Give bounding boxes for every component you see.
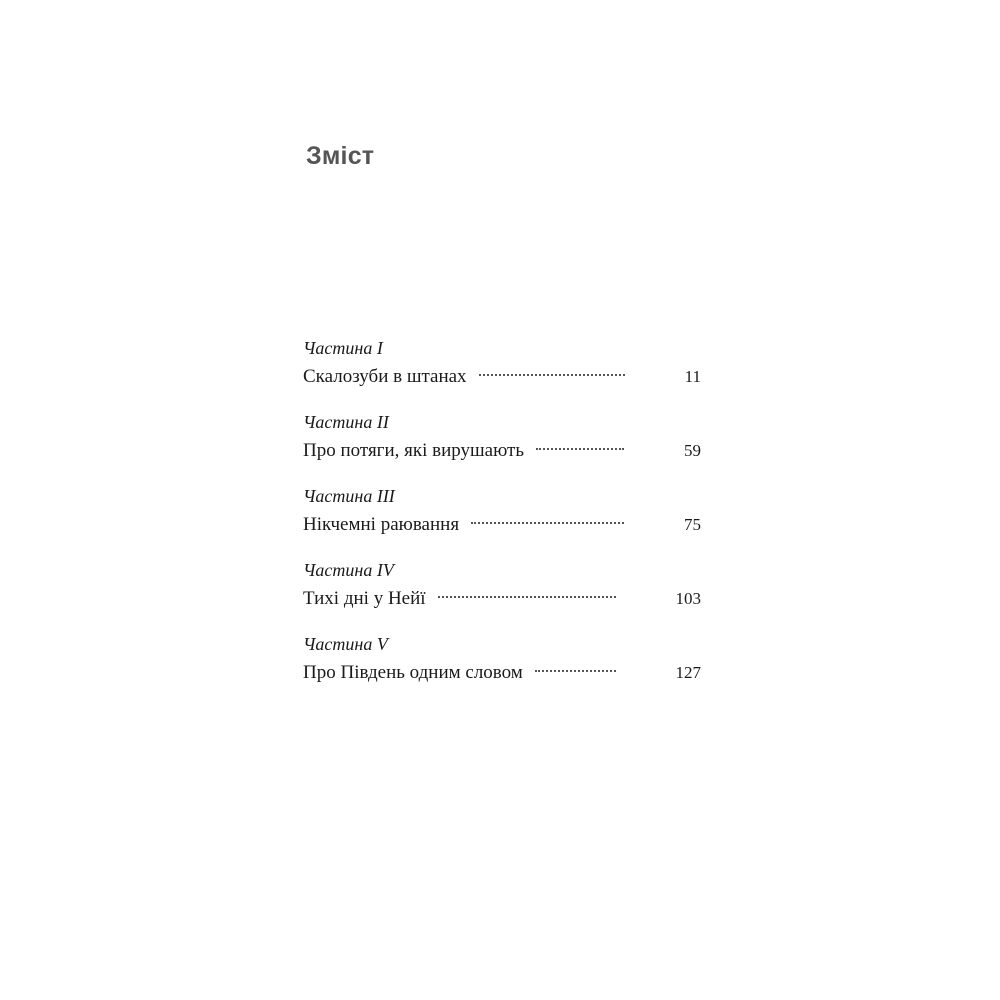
dot-leader	[438, 596, 616, 598]
table-of-contents	[303, 337, 701, 707]
dot-leader	[471, 522, 624, 524]
toc-entry[interactable]	[303, 661, 701, 685]
part-label: Частина II	[303, 412, 389, 432]
page-number: 103	[675, 589, 701, 608]
toc-part-2	[303, 411, 701, 485]
dot-leader	[536, 448, 624, 450]
part-label: Частина I	[303, 338, 383, 358]
page-number: 11	[684, 367, 701, 386]
chapter-title: Тихі дні у Нейї	[303, 588, 426, 609]
part-label: Частина V	[303, 634, 388, 654]
dot-leader	[535, 670, 616, 672]
page-number: 75	[684, 515, 701, 534]
page-number: 59	[684, 441, 701, 460]
page-number: 127	[675, 663, 701, 682]
page-title: Зміст	[306, 142, 375, 170]
chapter-title: Скалозуби в штанах	[303, 366, 467, 387]
dot-leader	[479, 374, 625, 376]
toc-entry[interactable]	[303, 365, 701, 389]
toc-entry[interactable]	[303, 439, 701, 463]
toc-part-1	[303, 337, 701, 411]
toc-part-5	[303, 633, 701, 707]
chapter-title: Нікчемні раювання	[303, 514, 460, 535]
chapter-title: Про потяги, які вирушають	[303, 440, 525, 461]
toc-entry[interactable]	[303, 513, 701, 537]
chapter-title: Про Південь одним словом	[303, 662, 523, 683]
toc-part-4	[303, 559, 701, 633]
part-label: Частина III	[303, 486, 395, 506]
toc-part-3	[303, 485, 701, 559]
part-label: Частина IV	[303, 560, 394, 580]
toc-entry[interactable]	[303, 587, 701, 611]
